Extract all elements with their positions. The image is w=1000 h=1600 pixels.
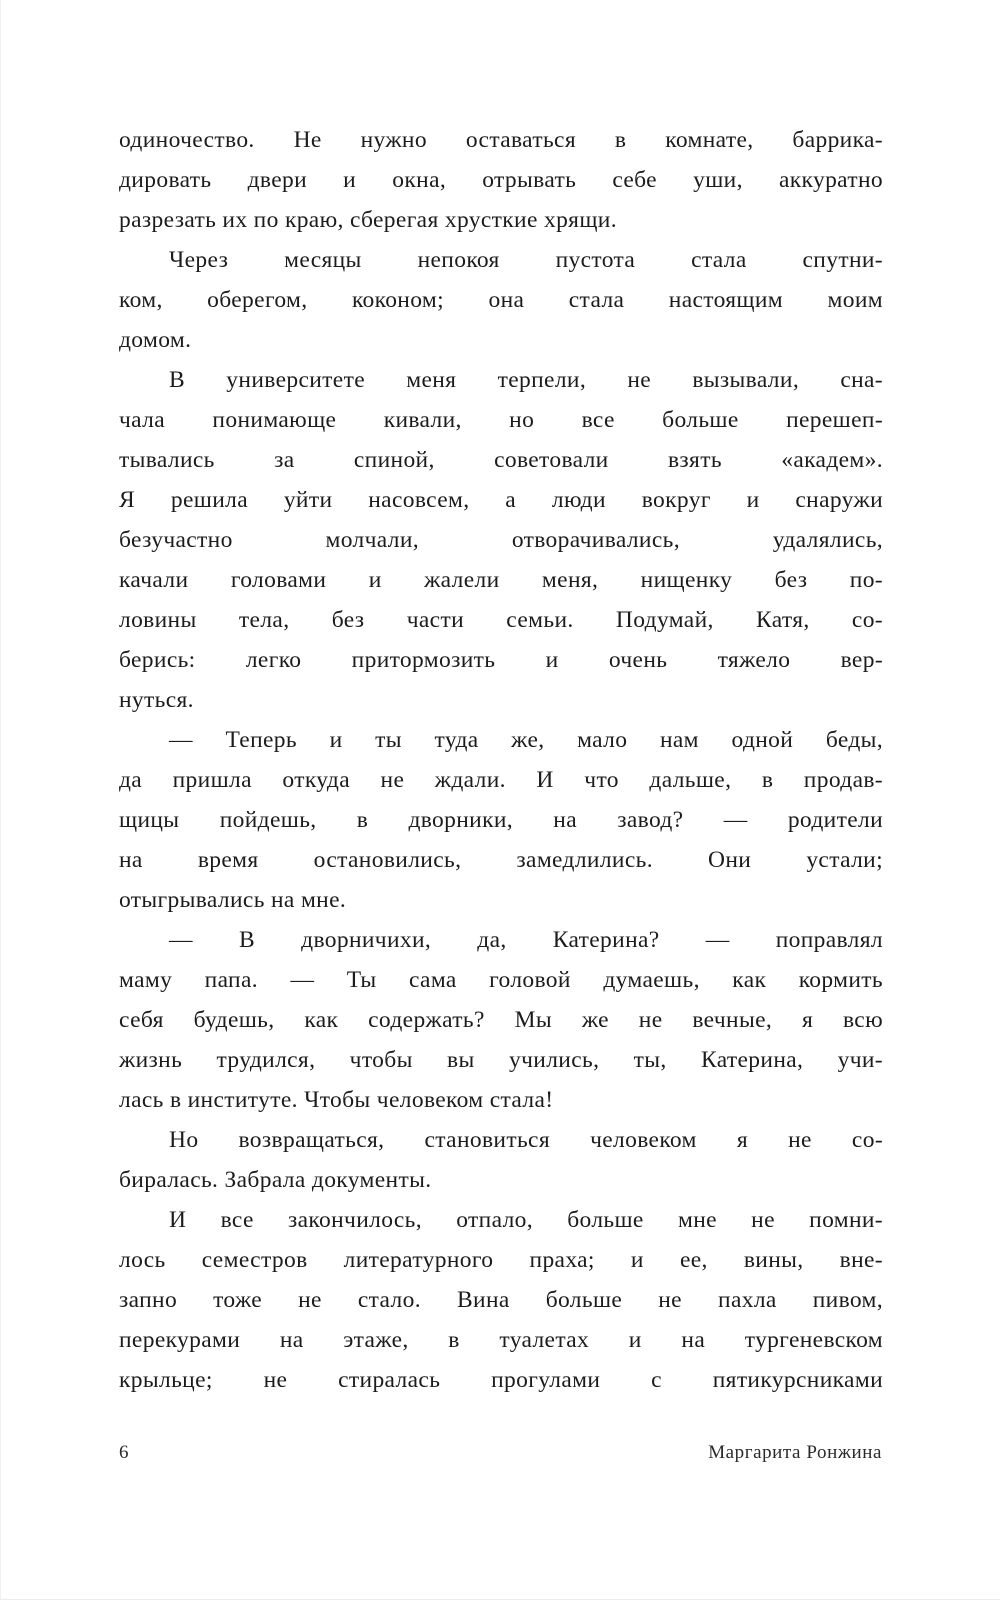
text-line: перекурами на этаже, в туалетах и на тургеневском	[119, 1327, 883, 1353]
text-line: лась в институте. Чтобы человеком стала!	[119, 1087, 554, 1113]
paragraph	[119, 240, 883, 360]
text-line: щицы пойдешь, в дворники, на завод? — родители	[119, 807, 883, 833]
text-line: разрезать их по краю, сберегая хрусткие хрящи.	[119, 207, 617, 233]
text-line: лось семестров литературного праха; и ее, вины, вне-	[119, 1247, 883, 1273]
text-line: Через месяцы непокоя пустота стала спутни-	[169, 247, 883, 273]
paragraph	[119, 720, 883, 920]
text-line: крыльце; не стиралась прогулами с пятикурсниками	[119, 1367, 883, 1393]
paragraph	[119, 1200, 883, 1400]
text-line: чала понимающе кивали, но все больше перешеп-	[119, 407, 883, 433]
text-line: И все закончилось, отпало, больше мне не помни-	[169, 1207, 883, 1233]
text-line: тывались за спиной, советовали взять «академ».	[119, 447, 883, 473]
text-line: качали головами и жалели меня, нищенку без по-	[119, 567, 883, 593]
text-line: Я решила уйти насовсем, а люди вокруг и снаружи	[119, 487, 883, 513]
text-line: домом.	[119, 327, 192, 353]
text-line: — В дворничихи, да, Катерина? — поправлял	[169, 927, 883, 953]
paragraph	[119, 360, 883, 720]
text-line: одиночество. Не нужно оставаться в комнате, баррика-	[119, 127, 883, 153]
text-line: биралась. Забрала документы.	[119, 1167, 432, 1193]
text-line: ком, оберегом, коконом; она стала настоящим моим	[119, 287, 883, 313]
paragraph	[119, 1120, 883, 1200]
text-line: дировать двери и окна, отрывать себе уши, аккуратно	[119, 167, 883, 193]
text-line: жизнь трудился, чтобы вы учились, ты, Катерина, учи-	[119, 1047, 883, 1073]
footer-author: Маргарита Ронжина	[708, 1442, 882, 1463]
text-line: на время остановились, замедлились. Они устали;	[119, 847, 883, 873]
text-block	[119, 120, 883, 1400]
text-line: отыгрывались на мне.	[119, 887, 347, 913]
text-line: Но возвращаться, становиться человеком я не со-	[169, 1127, 883, 1153]
text-line: В университете меня терпели, не вызывали, сна-	[169, 367, 883, 393]
text-line: берись: легко притормозить и очень тяжело вер-	[119, 647, 883, 673]
text-line: запно тоже не стало. Вина больше не пахла пивом,	[119, 1287, 883, 1313]
text-line: ловины тела, без части семьи. Подумай, Катя, со-	[119, 607, 883, 633]
text-line: маму папа. — Ты сама головой думаешь, как кормить	[119, 967, 883, 993]
page-number: 6	[119, 1442, 130, 1463]
paragraph	[119, 120, 883, 240]
text-line: — Теперь и ты туда же, мало нам одной беды,	[169, 727, 883, 753]
text-line: нуться.	[119, 687, 194, 713]
page-footer	[119, 1442, 882, 1464]
text-line: безучастно молчали, отворачивались, удалялись,	[119, 527, 883, 553]
text-line: себя будешь, как содержать? Мы же не вечные, я всю	[119, 1007, 883, 1033]
paragraph	[119, 920, 883, 1120]
text-line: да пришла откуда не ждали. И что дальше, в продав-	[119, 767, 883, 793]
